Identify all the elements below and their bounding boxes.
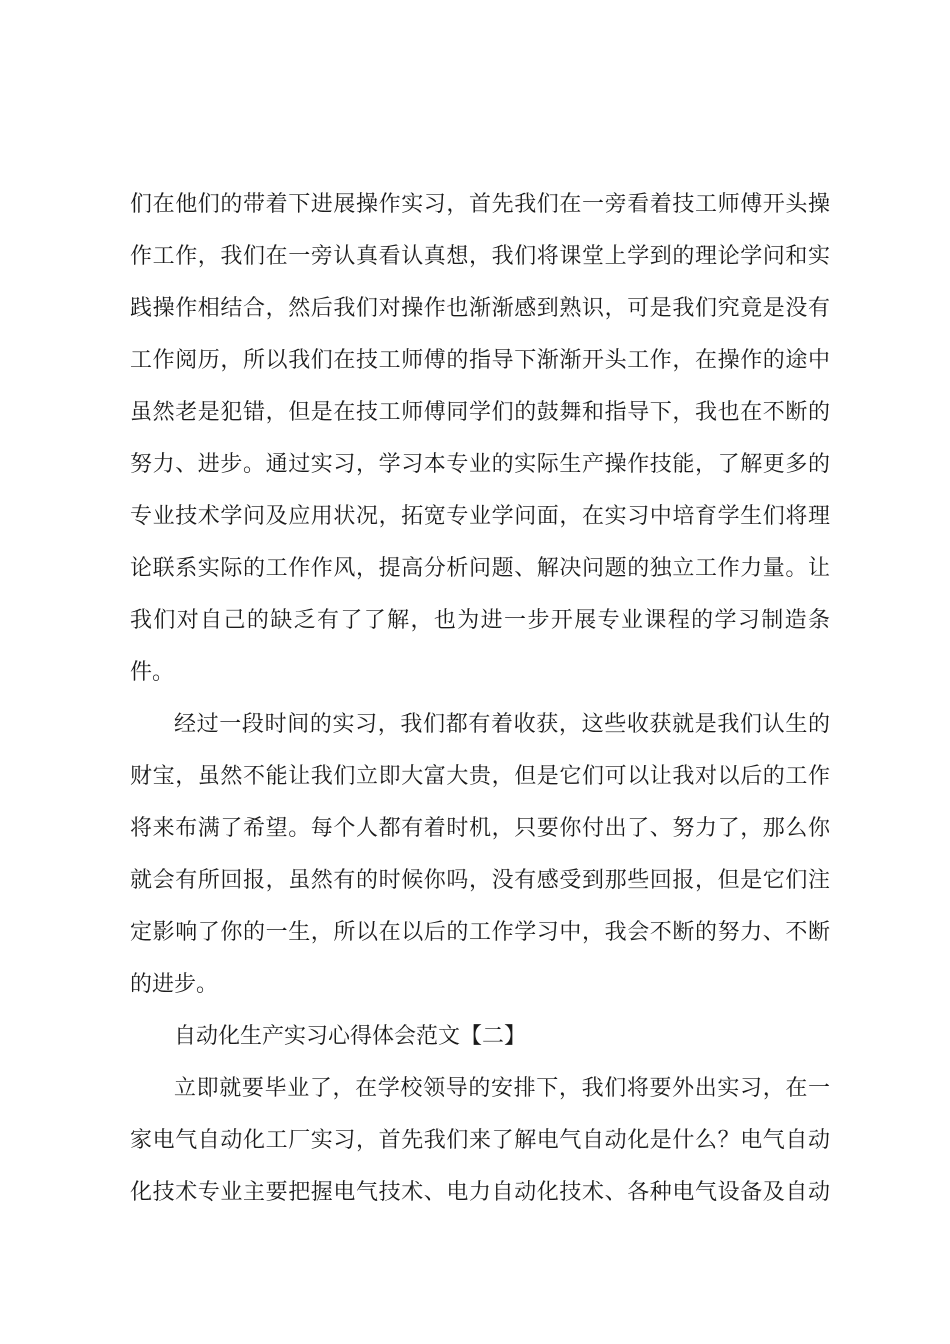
paragraph-1-line-8: 论联系实际的工作作风，提高分析问题、解决问题的独立工作力量。让	[130, 556, 830, 581]
paragraph-2-line-5: 定影响了你的一生，所以在以后的工作学习中，我会不断的努力、不断	[130, 920, 830, 945]
paragraph-3-line-2: 家电气自动化工厂实习，首先我们来了解电气自动化是什么？电气自动	[130, 1128, 830, 1153]
paragraph-1-line-7: 专业技术学问及应用状况，拓宽专业学问面，在实习中培育学生们将理	[130, 504, 830, 529]
section-heading: 自动化生产实习心得体会范文【二】	[174, 1024, 527, 1049]
paragraph-1-line-3: 践操作相结合，然后我们对操作也渐渐感到熟识，可是我们究竟是没有	[130, 296, 830, 321]
paragraph-1-line-9: 我们对自己的缺乏有了了解，也为进一步开展专业课程的学习制造条	[130, 608, 830, 633]
paragraph-1-line-4: 工作阅历，所以我们在技工师傅的指导下渐渐开头工作，在操作的途中	[130, 348, 830, 373]
paragraph-1-line-1: 们在他们的带着下进展操作实习，首先我们在一旁看着技工师傅开头操	[130, 192, 830, 217]
paragraph-1-line-2: 作工作，我们在一旁认真看认真想，我们将课堂上学到的理论学问和实	[130, 244, 830, 269]
paragraph-2-line-2: 财宝，虽然不能让我们立即大富大贵，但是它们可以让我对以后的工作	[130, 764, 830, 789]
paragraph-2-line-1: 经过一段时间的实习，我们都有着收获，这些收获就是我们认生的	[174, 712, 830, 737]
paragraph-2-line-3: 将来布满了希望。每个人都有着时机，只要你付出了、努力了，那么你	[130, 816, 830, 841]
paragraph-3-line-3: 化技术专业主要把握电气技术、电力自动化技术、各种电气设备及自动	[130, 1180, 830, 1205]
paragraph-2-line-6: 的进步。	[130, 972, 219, 997]
paragraph-1-line-5: 虽然老是犯错，但是在技工师傅同学们的鼓舞和指导下，我也在不断的	[130, 400, 830, 425]
paragraph-2-line-4: 就会有所回报，虽然有的时候你吗，没有感受到那些回报，但是它们注	[130, 868, 830, 893]
paragraph-1-line-6: 努力、进步。通过实习，学习本专业的实际生产操作技能，了解更多的	[130, 452, 830, 477]
paragraph-1-line-10: 件。	[130, 660, 175, 685]
paragraph-3-line-1: 立即就要毕业了，在学校领导的安排下，我们将要外出实习，在一	[174, 1076, 830, 1101]
